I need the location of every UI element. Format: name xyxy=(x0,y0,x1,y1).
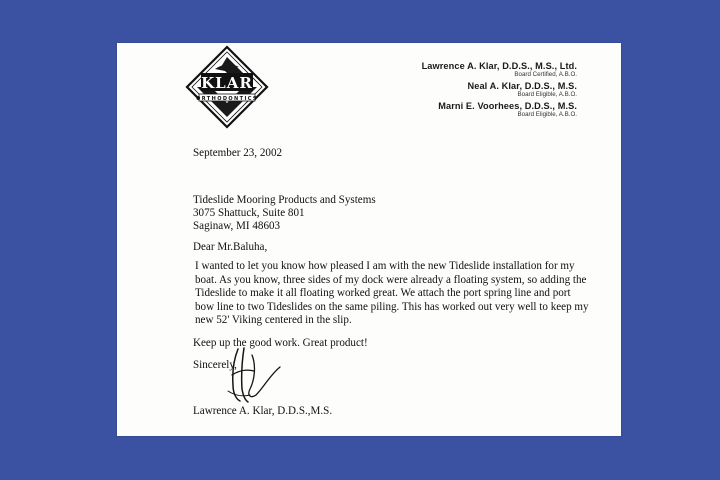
recipient-line: Saginaw, MI 48603 xyxy=(193,220,281,232)
body-line: Tideslide to make it all floating worked great. We attach the port spring line and port xyxy=(195,287,571,299)
letter-page xyxy=(117,43,621,436)
doctor-credential: Board Certified, A.B.O. xyxy=(514,71,577,78)
salutation: Dear Mr.Baluha, xyxy=(193,241,268,253)
letter-date: September 23, 2002 xyxy=(193,147,283,159)
body-line: boat. As you know, three sides of my dock were already a floating system, so adding the xyxy=(195,273,587,286)
doctor-name: Neal A. Klar, D.D.S., M.S. xyxy=(467,81,577,91)
body-line: I wanted to let you know how pleased I am with the new Tideslide installation for my xyxy=(195,260,575,272)
body-paragraph xyxy=(195,260,595,328)
closing-line: Keep up the good work. Great product! xyxy=(193,337,368,349)
klar-orthodontics-logo xyxy=(185,45,269,129)
doctor-name: Marni E. Voorhees, D.D.S., M.S. xyxy=(438,101,577,111)
body-line: bow line to two Tideslides on the same piling. This has worked out very well to keep my xyxy=(195,300,589,313)
doctor-credential: Board Eligible, A.B.O. xyxy=(517,111,577,118)
logo-tagline: ORTHODONTICS xyxy=(196,95,258,102)
doctor-credential: Board Eligible, A.B.O. xyxy=(517,91,577,98)
doctor-name: Lawrence A. Klar, D.D.S., M.S., Ltd. xyxy=(421,61,577,71)
recipient-line: 3075 Shattuck, Suite 801 xyxy=(193,207,305,219)
letterhead-doctors xyxy=(422,61,577,121)
body-line: new 52' Viking centered in the slip. xyxy=(195,314,352,326)
signature-name: Lawrence A. Klar, D.D.S.,M.S. xyxy=(193,405,333,417)
logo-name: KLAR xyxy=(201,74,253,92)
handwritten-signature xyxy=(220,345,290,407)
sign-off: Sincerely, xyxy=(193,359,237,371)
recipient-line: Tideslide Mooring Products and Systems xyxy=(193,194,376,206)
